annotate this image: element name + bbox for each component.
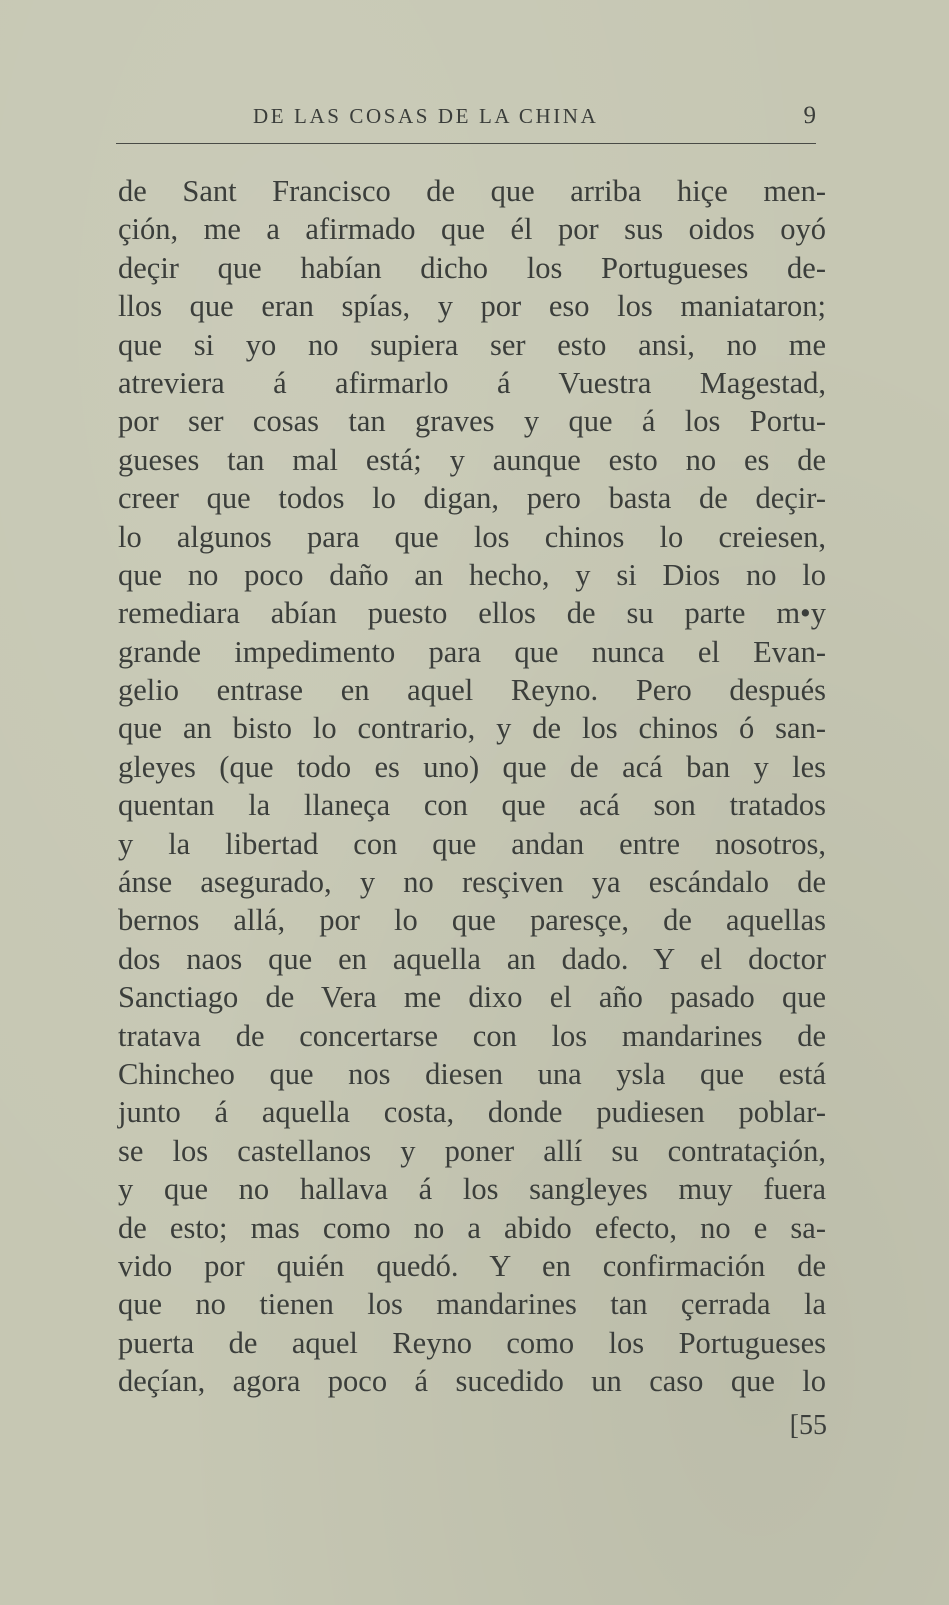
text-line: que si yo no supiera ser esto ansi, no me [118, 327, 826, 362]
text-line: remediara abían puesto ellos de su parte m•y [118, 596, 826, 631]
text-line: que no tienen los mandarines tan çerrada la [118, 1287, 826, 1322]
text-line: por ser cosas tan graves y que á los Portu- [118, 404, 826, 439]
running-head [116, 98, 816, 134]
text-line: vido por quién quedó. Y en confirmación de [118, 1248, 826, 1283]
text-line: Chincheo que nos diesen una ysla que está [118, 1056, 826, 1091]
text-line: deçían, agora poco á sucedido un caso que lo [118, 1364, 826, 1399]
text-line: llos que eran spías, y por eso los maniataron; [118, 289, 826, 324]
text-line: deçir que habían dicho los Portugueses de- [118, 250, 826, 285]
page-number: 9 [803, 102, 816, 129]
text-line: se los castellanos y poner allí su contrataçión, [118, 1133, 826, 1168]
text-line: lo algunos para que los chinos lo creiesen, [118, 519, 826, 554]
running-title: DE LAS COSAS DE LA CHINA [253, 104, 599, 128]
body-text [118, 172, 826, 1401]
text-line: creer que todos lo digan, pero basta de deçir- [118, 481, 826, 516]
header-rule [116, 143, 816, 144]
text-line: quentan la llaneça con que acá son tratados [118, 788, 826, 823]
text-line: grande impedimento para que nunca el Evan- [118, 634, 826, 669]
text-line: dos naos que en aquella an dado. Y el doctor [118, 941, 826, 976]
text-line: tratava de concertarse con los mandarines de [118, 1018, 826, 1053]
text-line: junto á aquella costa, donde pudiesen poblar- [118, 1095, 826, 1130]
text-line: atreviera á afirmarlo á Vuestra Magestad, [118, 365, 826, 400]
text-line: gueses tan mal está; y aunque esto no es de [118, 442, 826, 477]
text-line: que no poco daño an hecho, y si Dios no lo [118, 557, 826, 592]
text-line: que an bisto lo contrario, y de los chinos ó san- [118, 711, 826, 746]
text-line: puerta de aquel Reyno como los Portugueses [118, 1325, 826, 1360]
catchword: [55 [789, 1410, 827, 1441]
text-line: Sanctiago de Vera me dixo el año pasado que [118, 980, 826, 1015]
text-line: gelio entrase en aquel Reyno. Pero después [118, 673, 826, 708]
text-line: de esto; mas como no a abido efecto, no e sa- [118, 1210, 826, 1245]
text-line: gleyes (que todo es uno) que de acá ban y les [118, 749, 826, 784]
text-line: y la libertad con que andan entre nosotros, [118, 826, 826, 861]
text-line: ánse asegurado, y no resçiven ya escándalo de [118, 865, 826, 900]
text-line: de Sant Francisco de que arriba hiçe men- [118, 174, 826, 208]
text-line: bernos allá, por lo que paresçe, de aquellas [118, 903, 826, 938]
text-line: y que no hallava á los sangleyes muy fuera [118, 1172, 826, 1207]
text-line: çión, me a afirmado que él por sus oidos oyó [118, 212, 826, 247]
